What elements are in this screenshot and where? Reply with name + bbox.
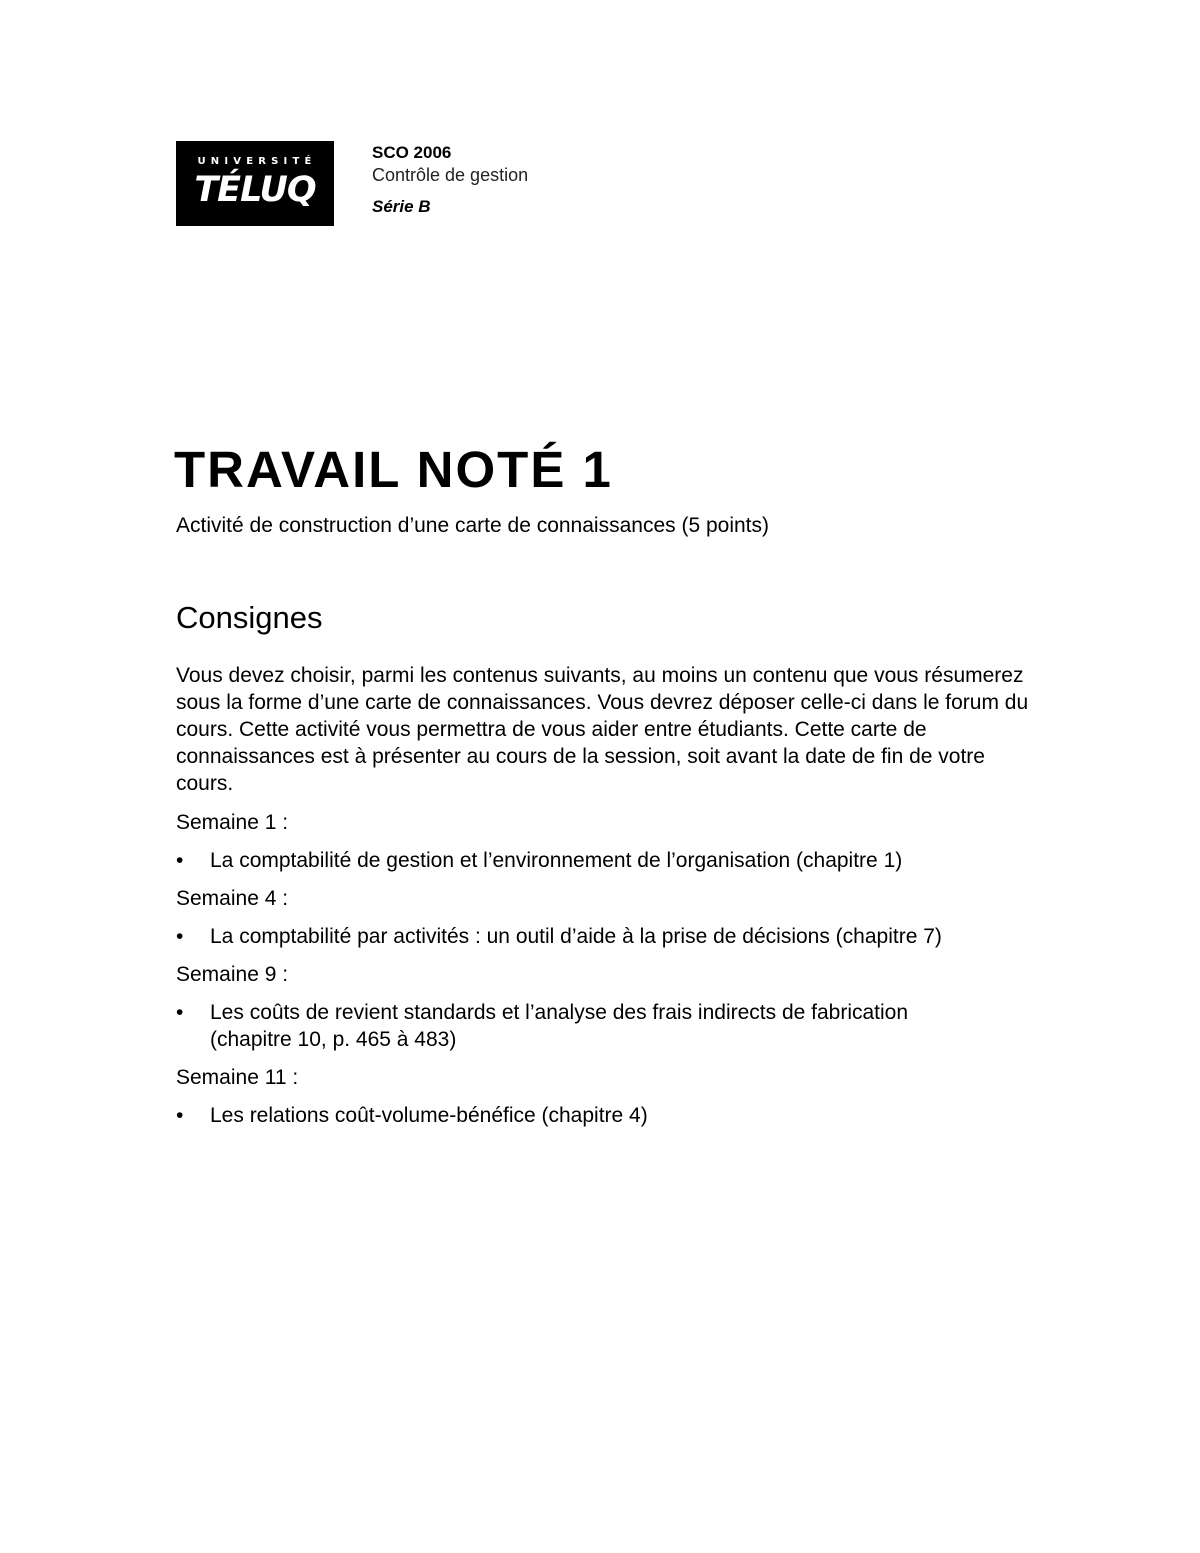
page-title: TRAVAIL NOTÉ 1 xyxy=(174,441,613,498)
instructions-paragraph: Vous devez choisir, parmi les contenus suivants, au moins un contenu que vous résumerez sous la forme d’une carte de connaissances. Vous devrez déposer celle-ci dans le forum du cours. Cette activité vous permettra de vous aider entre étudiants. Cette carte de connaissances est à présenter au cours de la session, soit avant la date de fin de votre cours. xyxy=(176,664,1029,795)
course-series: Série B xyxy=(372,197,431,216)
instructions-content xyxy=(176,662,1036,1140)
course-info xyxy=(372,143,528,218)
week-label: Semaine 4 : xyxy=(176,887,289,910)
bullet-icon: • xyxy=(176,1001,184,1024)
week-11-list xyxy=(176,1102,1036,1129)
week-1-list xyxy=(176,847,1036,874)
section-title-consignes: Consignes xyxy=(176,600,323,635)
bullet-icon: • xyxy=(176,925,184,948)
week-label: Semaine 1 : xyxy=(176,811,289,834)
logo-teluq-text: TÉLUQ xyxy=(194,170,316,210)
week-label: Semaine 11 : xyxy=(176,1066,299,1089)
course-code: SCO 2006 xyxy=(372,143,452,162)
logo-university-text: UNIVERSITÉ xyxy=(197,156,317,167)
teluq-logo xyxy=(176,141,334,226)
list-item xyxy=(176,923,990,950)
list-item-text: Les relations coût-volume-bénéfice (chapitre 4) xyxy=(210,1104,648,1127)
list-item-text: La comptabilité par activités : un outil d’aide à la prise de décisions (chapitre 7) xyxy=(210,925,942,948)
week-label: Semaine 9 : xyxy=(176,963,289,986)
list-item xyxy=(176,847,990,874)
list-item-text: La comptabilité de gestion et l’environnement de l’organisation (chapitre 1) xyxy=(210,849,903,872)
bullet-icon: • xyxy=(176,1104,184,1127)
bullet-icon: • xyxy=(176,849,184,872)
page-subtitle: Activité de construction d’une carte de connaissances (5 points) xyxy=(176,514,769,537)
week-4-list xyxy=(176,923,1036,950)
course-name: Contrôle de gestion xyxy=(372,165,529,185)
list-item xyxy=(176,999,990,1053)
week-9-list xyxy=(176,999,1036,1053)
list-item-text: Les coûts de revient standards et l’analyse des frais indirects de fabrication (chapitre 10, p. 465 à 483) xyxy=(210,1001,909,1051)
list-item xyxy=(176,1102,990,1129)
